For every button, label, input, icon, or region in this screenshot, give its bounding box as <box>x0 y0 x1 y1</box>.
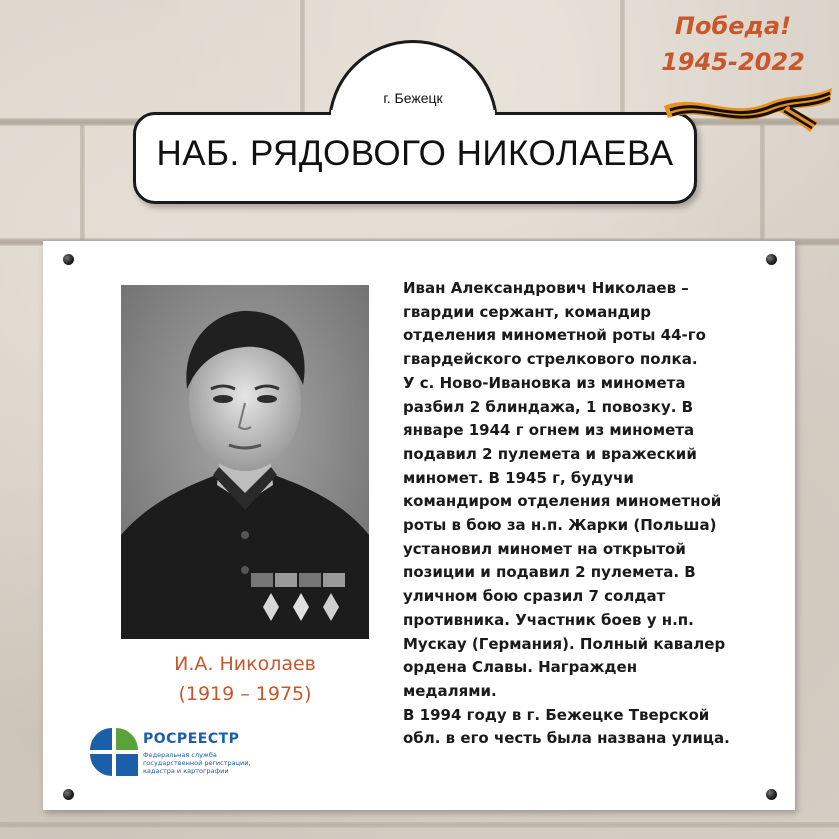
bolt-icon <box>766 789 777 800</box>
bio-line: миномет. В 1945 г, будучи <box>403 468 634 487</box>
wall-seam <box>80 125 85 240</box>
bio-line: роты в бою за н.п. Жарки (Польша) <box>403 516 717 535</box>
bio-line: установил миномет на открытой <box>403 539 686 558</box>
bolt-icon <box>766 254 777 265</box>
biography-text <box>403 277 785 751</box>
bio-line: позиции и подавил 2 пулемета. В <box>403 563 696 582</box>
bio-line: противника. Участник боев у н.п. <box>403 610 694 629</box>
logo-subtitle-line: кадастра и картографии <box>143 767 229 775</box>
wall-seam <box>760 125 765 240</box>
bio-line: обл. в его честь была названа улица. <box>403 729 730 748</box>
hero-name: И.А. Николаев <box>174 653 316 675</box>
sign-arch-joint <box>331 110 495 118</box>
bio-line: гвардейского стрелкового полка. <box>403 350 698 369</box>
logo-subtitle-line: Федеральная служба <box>143 751 217 759</box>
wall-seam <box>620 0 625 120</box>
bio-line: отделения минометной роты 44-го <box>403 326 706 345</box>
bio-line: гвардии сержант, командир <box>403 302 651 321</box>
logo-subtitle <box>143 751 273 775</box>
logo-name: РОСРЕЕСТР <box>143 731 240 747</box>
wall-seam <box>300 0 305 120</box>
logo-subtitle-line: государственной регистрации, <box>143 759 251 767</box>
victory-line2: 1945-2022 <box>661 48 805 76</box>
bio-line: Мускау (Германия). Полный кавалер <box>403 634 726 653</box>
bio-line: командиром отделения минометной <box>403 492 722 511</box>
bio-line: разбил 2 блиндажа, 1 повозку. В <box>403 397 694 416</box>
bio-line: подавил 2 пулемета и вражеский <box>403 444 697 463</box>
bio-line: медалями. <box>403 681 497 700</box>
wall-seam <box>0 822 839 828</box>
bio-line: В 1994 году в г. Бежецке Тверской <box>403 705 710 724</box>
rosreestr-logo-icon <box>88 724 140 784</box>
victory-line1: Победа! <box>674 12 792 40</box>
victory-title <box>643 8 823 80</box>
bio-line: январе 1944 г огнем из миномета <box>403 421 695 440</box>
bio-line: уличном бою сразил 7 солдат <box>403 587 666 606</box>
bolt-icon <box>63 789 74 800</box>
bolt-icon <box>63 254 74 265</box>
bio-line: Иван Александрович Николаев – <box>403 279 689 297</box>
street-name: НАБ. РЯДОВОГО НИКОЛАЕВА <box>156 134 674 173</box>
bio-line: ордена Славы. Награжден <box>403 658 638 677</box>
town-name: г. Бежецк <box>383 90 443 106</box>
hero-years: (1919 – 1975) <box>178 683 312 705</box>
portrait-photo <box>121 285 369 639</box>
st-george-ribbon-icon <box>660 84 836 134</box>
bio-line: У с. Ново-Ивановка из миномета <box>403 373 686 392</box>
